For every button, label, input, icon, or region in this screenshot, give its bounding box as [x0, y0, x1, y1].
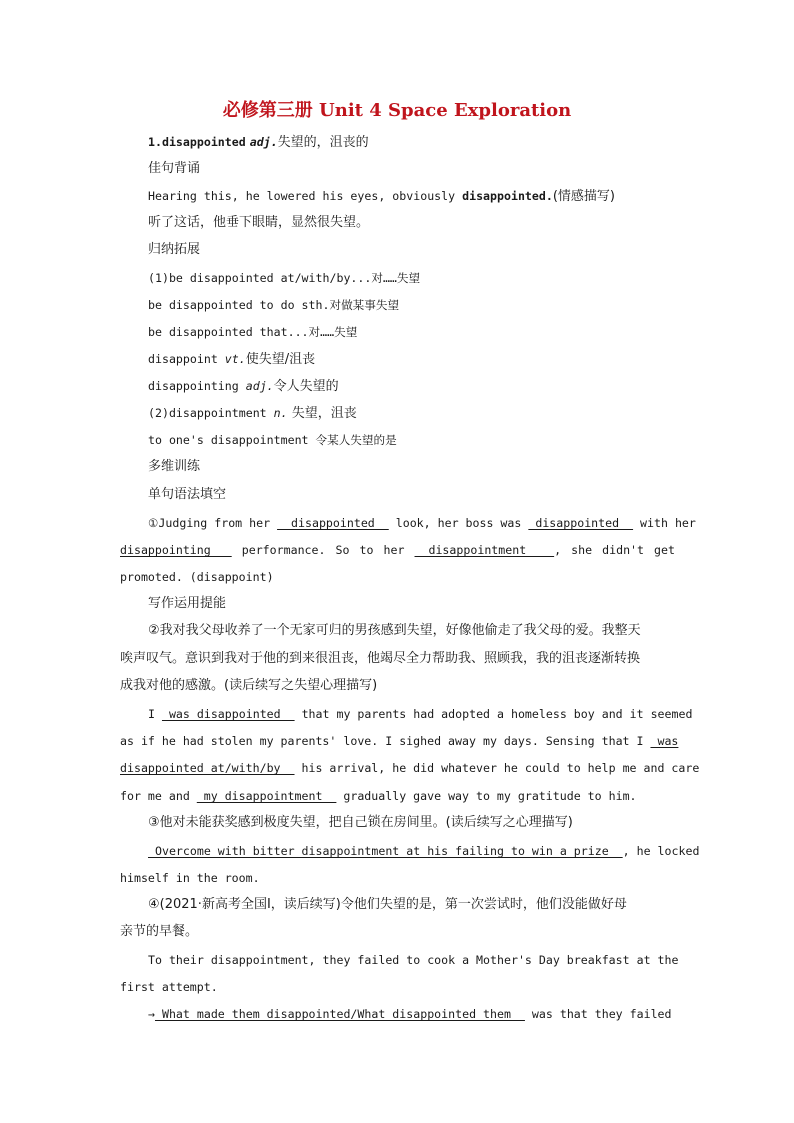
q2-chinese-3: 成我对他的感激。(读后续写之失望心理描写)	[120, 678, 378, 693]
q2-answer-1: was disappointed	[161, 707, 295, 721]
q1-line-1: ①Judging from her disappointed look, her boss was disappointed with her	[148, 516, 696, 530]
summary-line-3: be disappointed that...对……失望	[148, 325, 358, 339]
summary-line-7: to one's disappointment 令某人失望的是	[148, 433, 397, 447]
q1-answer-1: disappointed	[277, 516, 389, 530]
q2-english-3: disappointed at/with/by his arrival, he did whatever he could to help me and care	[120, 761, 700, 775]
q3-english-2: himself in the room.	[120, 871, 260, 885]
q2-english-2: as if he had stolen my parents' love. I sighed away my days. Sensing that I was	[120, 734, 679, 748]
q1-line-3: promoted. (disappoint)	[120, 570, 274, 584]
example-sentence: Hearing this, he lowered his eyes, obviously disappointed.(情感描写)	[148, 189, 616, 204]
page-title: 必修第三册 Unit 4 Space Exploration	[222, 100, 572, 121]
q2-answer-3: my disappointment	[196, 789, 337, 803]
section-writing-heading: 写作运用提能	[148, 596, 227, 611]
section-summary-heading: 归纳拓展	[148, 242, 201, 257]
q3-english-1: Overcome with bitter disappointment at his failing to win a prize , he locked	[148, 844, 700, 858]
q2-answer-2b: disappointed at/with/by	[120, 761, 295, 775]
q1-answer-4: disappointment	[414, 543, 555, 557]
q3-answer: Overcome with bitter disappointment at his failing to win a prize	[148, 844, 623, 858]
q1-answer-2: disappointed	[528, 516, 634, 530]
entry-number: 1.	[148, 135, 162, 149]
example-translation: 听了这话，他垂下眼睛，显然很失望。	[148, 215, 370, 230]
section-training-heading: 多维训练	[148, 459, 201, 474]
q4-answer: What made them disappointed/What disappointed them	[154, 1007, 525, 1021]
q2-chinese-1: ②我对我父母收养了一个无家可归的男孩感到失望，好像他偷走了我父母的爱。我整天	[148, 623, 641, 638]
summary-line-2: be disappointed to do sth.对做某事失望	[148, 298, 400, 312]
entry-heading	[148, 133, 369, 152]
q4-english-1: To their disappointment, they failed to cook a Mother's Day breakfast at the	[148, 953, 679, 967]
q3-chinese: ③他对未能获奖感到极度失望，把自己锁在房间里。(读后续写之心理描写)	[148, 815, 573, 830]
entry-word: disappointed	[161, 135, 246, 149]
summary-line-5: disappointing adj.令人失望的	[148, 379, 339, 394]
q1-answer-3: disappointing	[120, 543, 232, 557]
q4-english-3: → What made them disappointed/What disappointed them was that they failed	[148, 1007, 672, 1021]
summary-line-4: disappoint vt.使失望/沮丧	[148, 352, 316, 367]
q1-line-2: disappointing performance. So to her disappointment , she didn't get	[120, 543, 675, 557]
summary-line-1: (1)be disappointed at/with/by...对……失望	[148, 271, 421, 285]
example-highlight: disappointed.	[462, 189, 553, 203]
entry-meaning: 失望的，沮丧的	[277, 135, 369, 150]
q2-chinese-2: 唉声叹气。意识到我对于他的到来很沮丧，他竭尽全力帮助我、照顾我，我的沮丧逐渐转换	[120, 651, 641, 666]
q2-english-4: for me and my disappointment gradually gave way to my gratitude to him.	[120, 789, 637, 803]
q4-chinese-2: 亲节的早餐。	[120, 924, 199, 939]
summary-line-6: (2)disappointment n. 失望，沮丧	[148, 406, 357, 421]
q2-answer-2a: was	[650, 734, 679, 748]
q2-english-1: I was disappointed that my parents had adopted a homeless boy and it seemed	[148, 707, 693, 721]
section-fill-heading: 单句语法填空	[148, 487, 227, 502]
q4-chinese-1: ④(2021·新高考全国Ⅰ，读后续写)令他们失望的是，第一次尝试时，他们没能做好母	[148, 897, 627, 912]
section-sentence-heading: 佳句背诵	[148, 161, 201, 176]
q4-english-2: first attempt.	[120, 980, 218, 994]
arrow-icon: →	[148, 1007, 155, 1021]
entry-pos: adj.	[249, 135, 278, 149]
